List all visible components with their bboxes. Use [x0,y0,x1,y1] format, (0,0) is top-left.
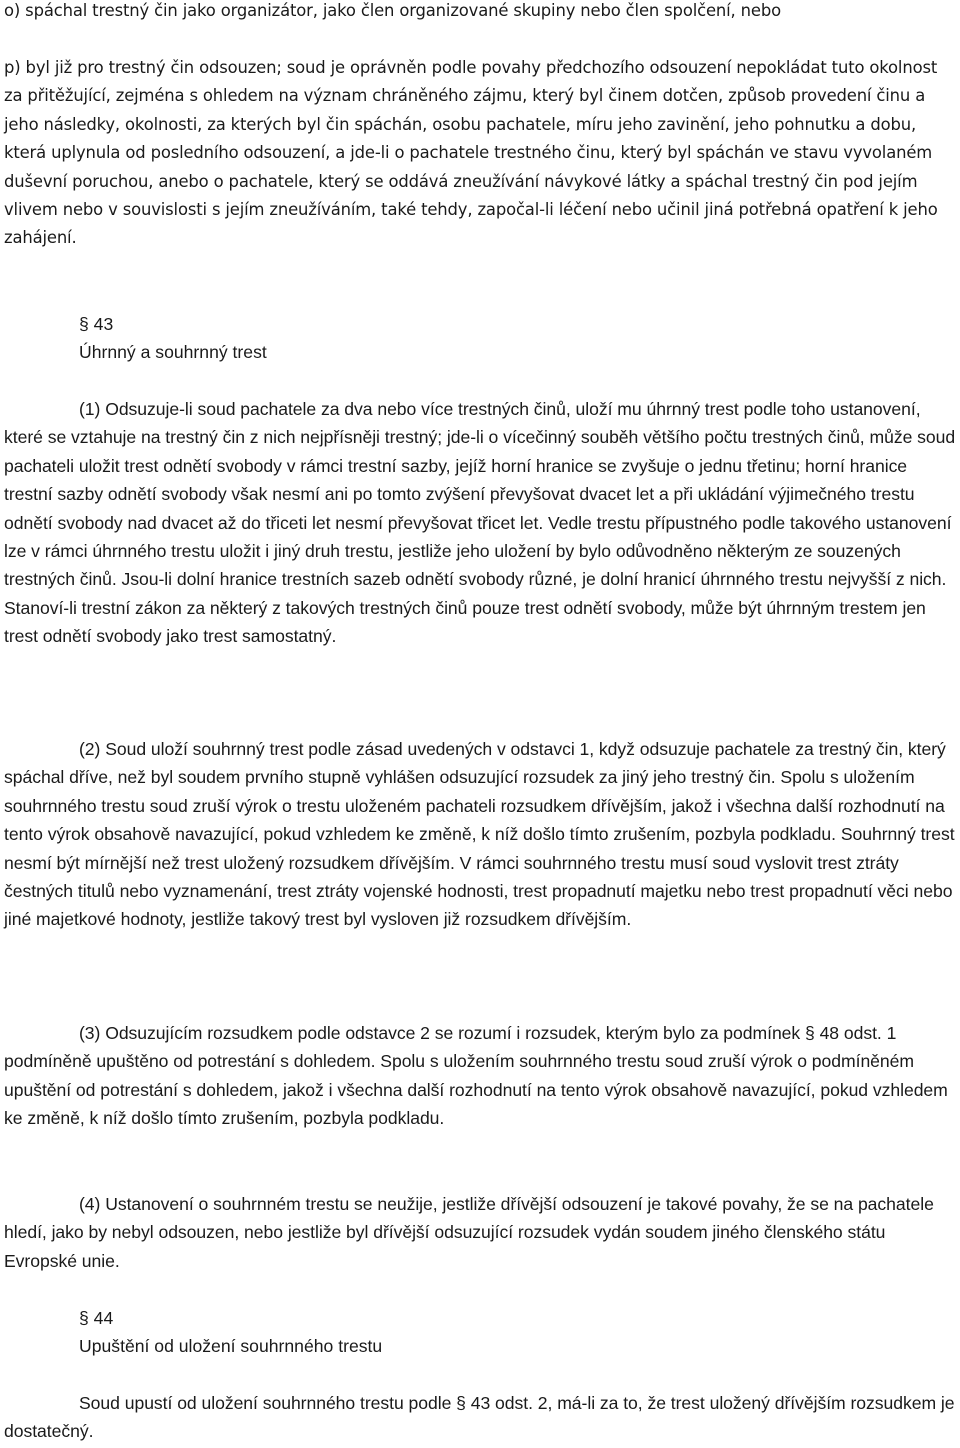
item-o: o) spáchal trestný čin jako organizátor, jako člen organizované skupiny nebo člen spolčení, nebo [4,1,781,20]
section-43-paragraph-2: (2) Soud uloží souhrnný trest podle zásad uvedených v odstavci 1, když odsuzuje pachatele za trestný čin, který spáchal dříve, než byl soudem prvního stupně vyhlášen odsuzující rozsudek za jiný jeho trestný čin. Spolu s uložením souhrnného trestu soud zruší výrok o trestu uloženém pachateli rozsudkem dřívějším, jakož i všechna další rozhodnutí na tento výrok obsahově navazující, pokud vzhledem ke změně, k níž došlo tímto zrušením, pozbyla podkladu. Souhrnný trest nesmí být mírnější než trest uložený rozsudkem dřívějším. V rámci souhrnného trestu musí soud vyslovit trest ztráty čestných titulů nebo vyznamenání, trest ztráty vojenské hodnosti, trest propadnutí majetku nebo trest propadnutí věci nebo jiné majetkové hodnoty, jestliže takový trest byl vysloven již rozsudkem dřívějším. [4,739,955,930]
section-44-title: Upuštění od uložení souhrnného trestu [79,1336,383,1356]
section-43-number: § 43 [79,314,114,334]
section-43-paragraph-3: (3) Odsuzujícím rozsudkem podle odstavce 2 se rozumí i rozsudek, kterým bylo za podmínek § 48 odst. 1 podmíněně upuštěno od potrestání s dohledem. Spolu s uložením souhrnného trestu soud zruší výrok o podmíněném upuštění od potrestání s dohledem, jakož i všechna další rozhodnutí na tento výrok obsahově navazující, pokud vzhledem ke změně, k níž došlo tímto zrušením, pozbyla podkladu. [4,1023,948,1129]
section-43-title: Úhrnný a souhrnný trest [79,342,267,362]
section-43-paragraph-4: (4) Ustanovení o souhrnném trestu se neužije, jestliže dřívější odsouzení je takové povahy, že se na pachatele hledí, jako by nebyl odsouzen, nebo jestliže byl dřívější odsuzující rozsudek vydán soudem jiného členského státu Evropské unie. [4,1194,934,1271]
item-p: p) byl již pro trestný čin odsouzen; soud je oprávněn podle povahy předchozího odsouzení nepokládat tuto okolnost za přitěžující, zejména s ohledem na význam chráněného zájmu, který byl činem dotčen, způsob provedení činu a jeho následky, okolnosti, za kterých byl čin spáchán, osobu pachatele, míru jeho zavinění, jeho pohnutku a dobu, která uplynula od posledního odsouzení, a jde-li o pachatele trestného činu, který byl spáchán ve stavu vyvolaném duševní poruchou, anebo o pachatele, který se oddává zneužívání návykové látky a spáchal trestný čin pod jejím vlivem nebo v souvislosti s jejím zneužíváním, také tehdy, započal-li léčení nebo učinil jiná potřebná opatření k jeho zahájení. [4,58,938,248]
section-44-number: § 44 [79,1308,114,1328]
section-43-paragraph-1: (1) Odsuzuje-li soud pachatele za dva nebo více trestných činů, uloží mu úhrnný trest podle toho ustanovení, které se vztahuje na trestný čin z nich nejpřísněji trestný; jde-li o vícečinný souběh většího počtu trestných činů, může soud pachateli uložit trest odnětí svobody v rámci trestní sazby, jejíž horní hranice se zvyšuje o jednu třetinu; horní hranice trestní sazby odnětí svobody však nesmí ani po tomto zvýšení převyšovat dvacet let a při ukládání výjimečného trestu odnětí svobody nad dvacet až do třiceti let nesmí převyšovat třicet let. Vedle trestu přípustného podle takového ustanovení lze v rámci úhrnného trestu uložit i jiný druh trestu, jestliže jeho uložení by bylo odůvodněno některým ze souzených trestných činů. Jsou-li dolní hranice trestních sazeb odnětí svobody různé, je dolní hranicí úhrnného trestu nejvyšší z nich. Stanoví-li trestní zákon za některý z takových trestných činů pouze trest odnětí svobody, může být úhrnným trestem jen trest odnětí svobody jako trest samostatný. [4,399,956,647]
section-44-paragraph-1: Soud upustí od uložení souhrnného trestu podle § 43 odst. 2, má-li za to, že trest uložený dřívějším rozsudkem je dostatečný. [4,1393,955,1442]
